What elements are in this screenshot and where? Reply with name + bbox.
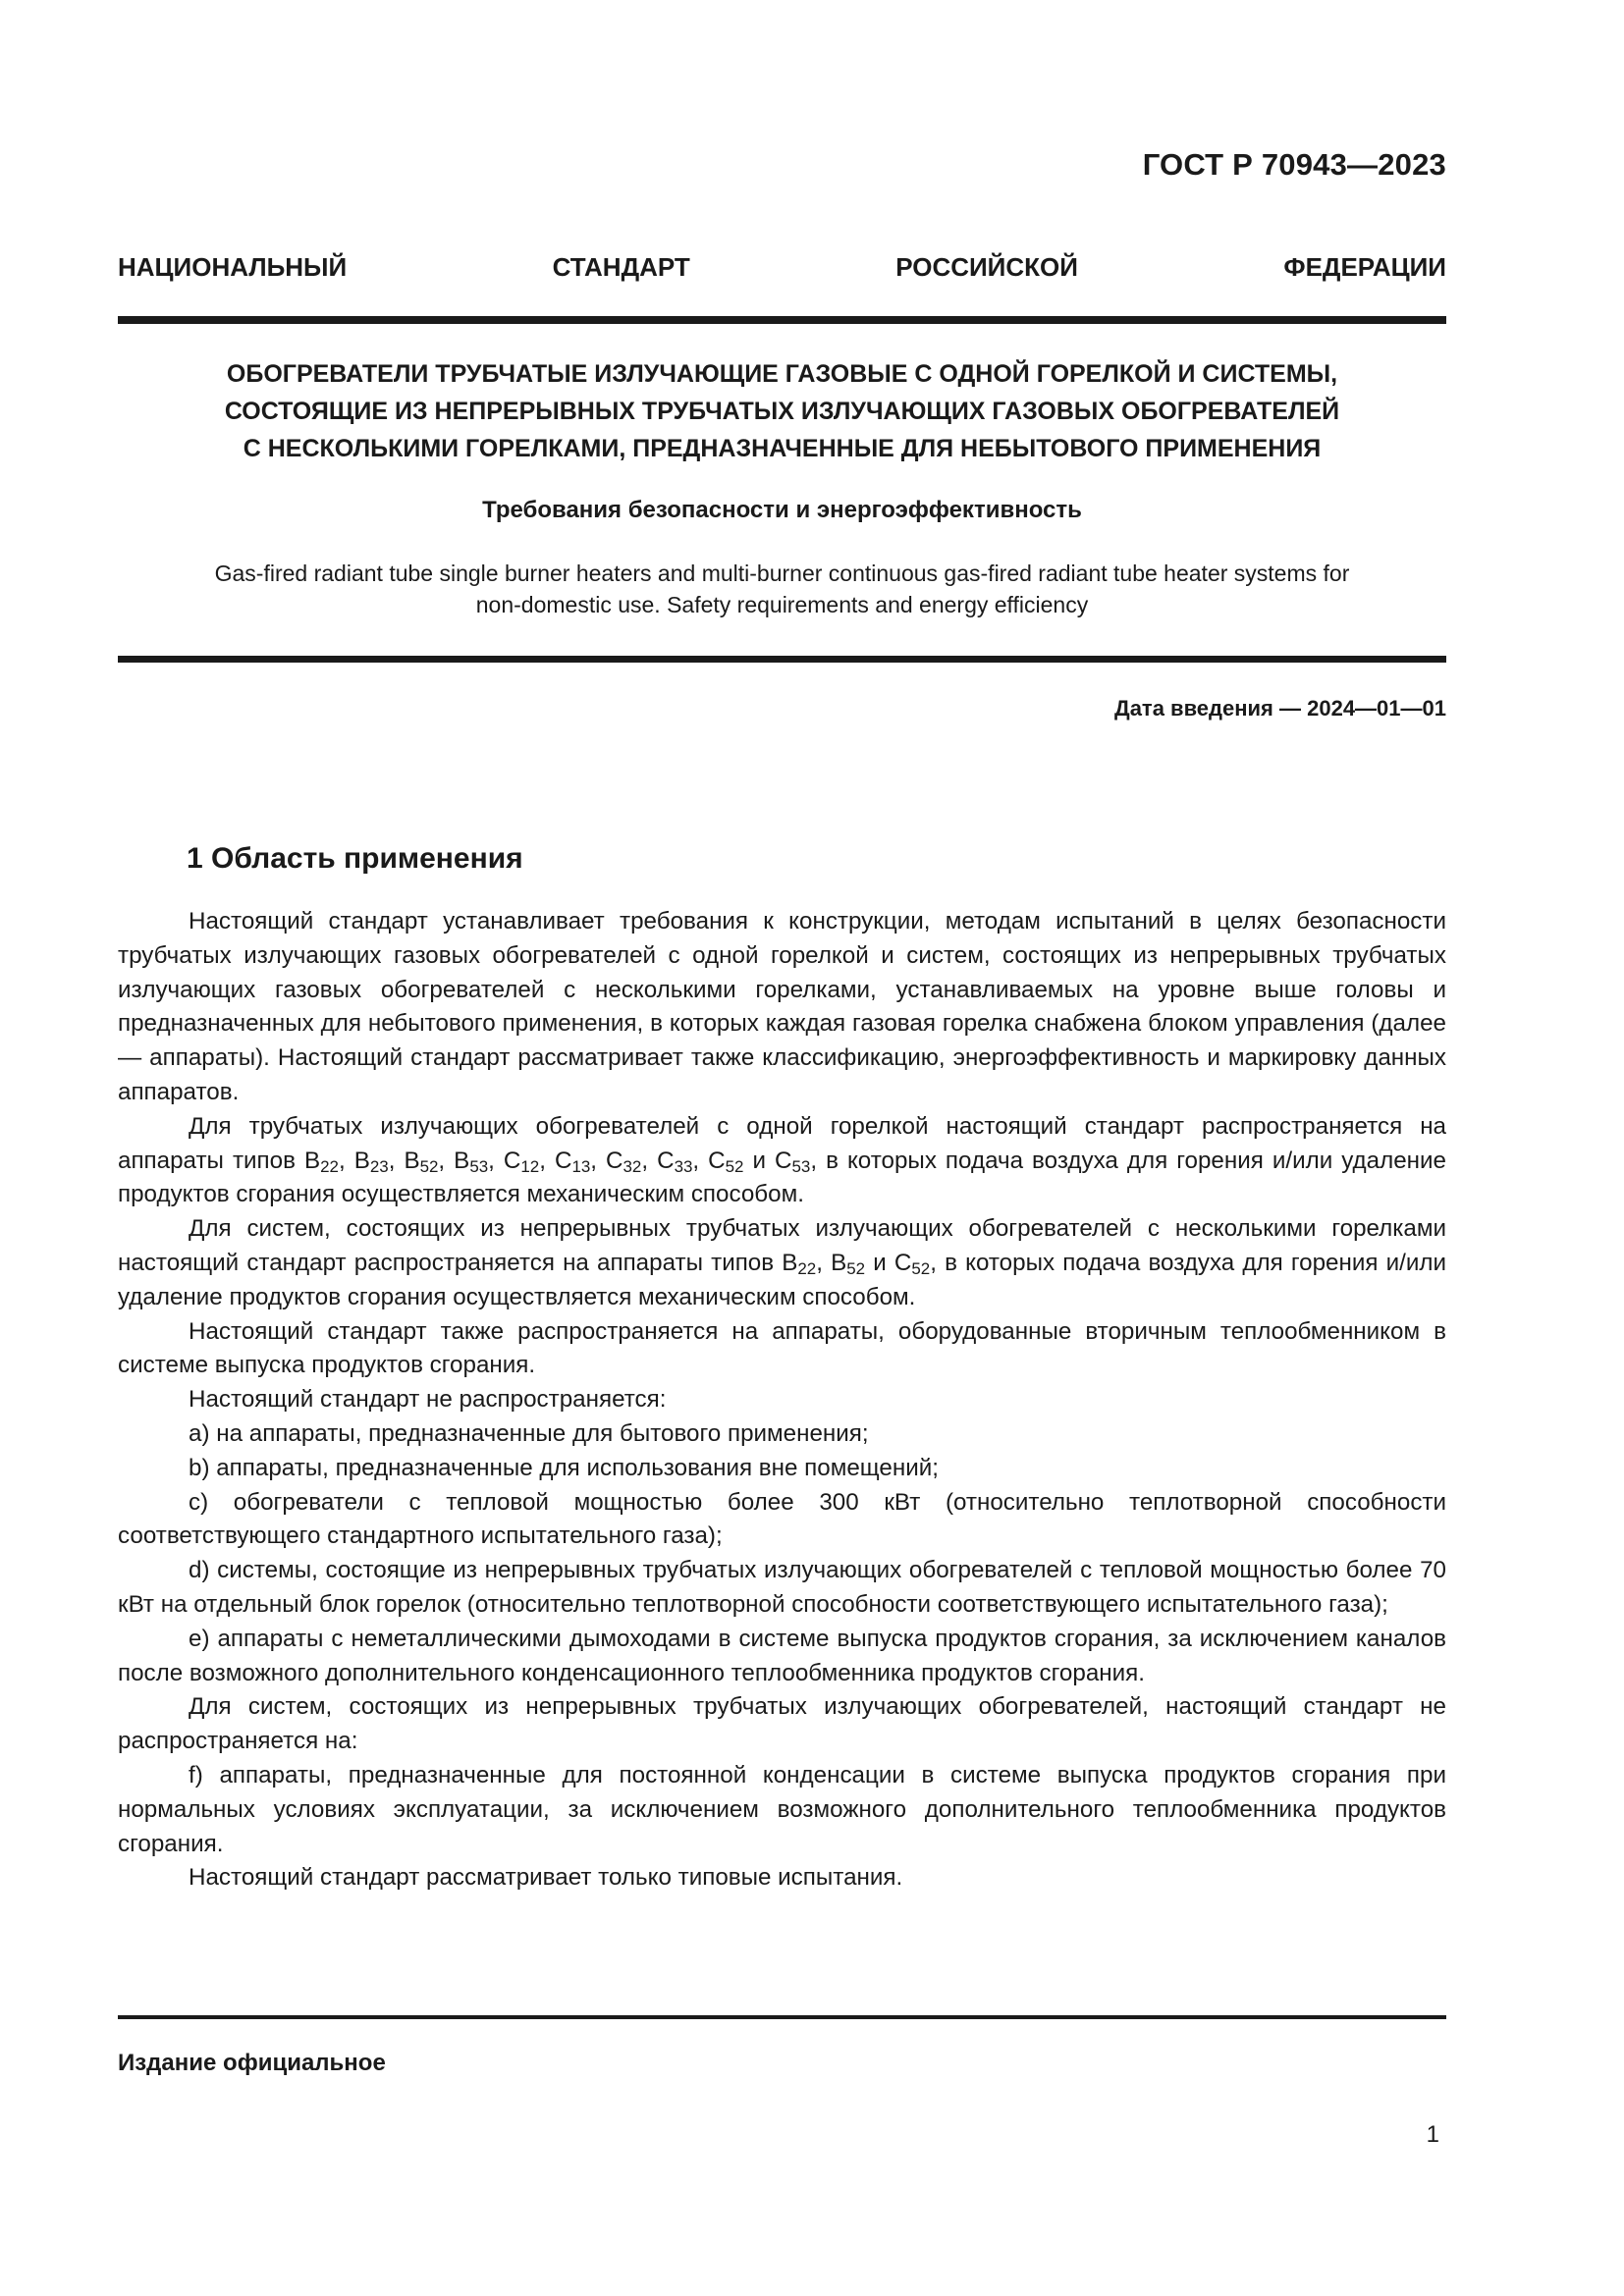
paragraph-types-single-burner bbox=[118, 1110, 1446, 1212]
paragraph-text: , в которых подача воздуха для горения и/или удаление продуктов сгорания осуществляется механическим способом. bbox=[118, 1249, 1446, 1310]
appliance-type-subscript: 32 bbox=[623, 1156, 642, 1176]
appliance-type-list bbox=[304, 1148, 810, 1174]
separator: , bbox=[816, 1249, 832, 1276]
title-bottom-rule bbox=[118, 656, 1446, 663]
appliance-type bbox=[504, 1148, 539, 1174]
appliance-type-letter: C bbox=[503, 1147, 521, 1174]
paragraph: Для систем, состоящих из непрерывных трубчатых излучающих обогревателей, настоящий стандарт не распространяется на: bbox=[118, 1693, 1446, 1755]
appliance-type-subscript: 53 bbox=[469, 1156, 489, 1176]
official-edition-label: Издание официальное bbox=[118, 2050, 386, 2076]
title-line-3: С НЕСКОЛЬКИМИ ГОРЕЛКАМИ, ПРЕДНАЗНАЧЕННЫЕ ДЛЯ НЕБЫТОВОГО ПРИМЕНЕНИЯ bbox=[243, 435, 1322, 462]
appliance-type-subscript: 52 bbox=[725, 1156, 744, 1176]
appliance-type-letter: B bbox=[782, 1249, 798, 1276]
appliance-type-subscript: 22 bbox=[797, 1259, 817, 1279]
appliance-type bbox=[893, 1249, 931, 1279]
footer-rule bbox=[118, 2015, 1446, 2019]
document-title bbox=[118, 355, 1446, 467]
separator: , bbox=[641, 1147, 658, 1174]
title-line-1: ОБОГРЕВАТЕЛИ ТРУБЧАТЫЕ ИЗЛУЧАЮЩИЕ ГАЗОВЫЕ С ОДНОЙ ГОРЕЛКОЙ И СИСТЕМЫ, bbox=[226, 360, 1338, 388]
appliance-type-subscript: 13 bbox=[571, 1156, 591, 1176]
subtitle-english-line-1: Gas-fired radiant tube single burner heaters and multi-burner continuous gas-fired radiant tube heater systems for bbox=[214, 561, 1350, 586]
appliance-type-letter: B bbox=[404, 1147, 420, 1174]
national-standard-heading: НАЦИОНАЛЬНЫЙ СТАНДАРТ РОССИЙСКОЙ ФЕДЕРАЦИИ bbox=[118, 252, 1446, 282]
appliance-type-letter: C bbox=[708, 1147, 726, 1174]
appliance-type bbox=[831, 1249, 866, 1279]
appliance-type bbox=[404, 1148, 438, 1174]
list-item: b) аппараты, предназначенные для использования вне помещений; bbox=[189, 1454, 939, 1481]
standard-number: ГОСТ Р 70943—2023 bbox=[1142, 147, 1446, 182]
appliance-type bbox=[782, 1249, 817, 1279]
page-number: 1 bbox=[1426, 2121, 1439, 2148]
title-line-2: СОСТОЯЩИЕ ИЗ НЕПРЕРЫВНЫХ ТРУБЧАТЫХ ИЗЛУЧАЮЩИХ ГАЗОВЫХ ОБОГРЕВАТЕЛЕЙ bbox=[224, 398, 1340, 425]
list-item: d) системы, состоящие из непрерывных трубчатых излучающих обогревателей с тепловой мощностью более 70 кВт на отдельный блок горелок (относительно теплотворной способности соответствующего испытательного газа); bbox=[118, 1557, 1446, 1618]
section-heading: 1 Область применения bbox=[187, 842, 523, 875]
separator: , bbox=[438, 1147, 455, 1174]
appliance-type-letter: C bbox=[554, 1147, 572, 1174]
appliance-type bbox=[606, 1148, 641, 1174]
appliance-type bbox=[555, 1148, 590, 1174]
appliance-type bbox=[708, 1148, 743, 1174]
appliance-type-letter: B bbox=[454, 1147, 470, 1174]
separator: , bbox=[338, 1147, 354, 1174]
paragraph: Настоящий стандарт не распространяется: bbox=[189, 1386, 667, 1414]
appliance-type-letter: C bbox=[606, 1147, 623, 1174]
appliance-type-letter: B bbox=[303, 1147, 321, 1174]
paragraph-text: , в которых подача воздуха для горения и/или удаление продуктов сгорания осуществляется механическим способом. bbox=[118, 1147, 1446, 1208]
list-item: e) аппараты с неметаллическими дымоходами в системе выпуска продуктов сгорания, за исключением каналов после возможного дополнительного конденсационного теплообменника продуктов сгорания. bbox=[118, 1625, 1446, 1686]
section-body bbox=[118, 905, 1446, 1896]
appliance-type-subscript: 12 bbox=[520, 1156, 540, 1176]
paragraph-text: Для трубчатых излучающих обогревателей с одной горелкой настоящий стандарт распространяется на аппараты типов bbox=[118, 1112, 1446, 1174]
appliance-type bbox=[354, 1148, 389, 1174]
appliance-type-letter: B bbox=[353, 1147, 370, 1174]
paragraph: Настоящий стандарт рассматривает только типовые испытания. bbox=[189, 1864, 903, 1892]
appliance-type-subscript: 53 bbox=[791, 1156, 811, 1176]
separator: , bbox=[488, 1147, 504, 1174]
appliance-type bbox=[454, 1148, 488, 1174]
appliance-type-subscript: 23 bbox=[369, 1156, 389, 1176]
subtitle-russian: Требования безопасности и энергоэффективность bbox=[482, 497, 1082, 523]
paragraph: Настоящий стандарт также распространяется на аппараты, оборудованные вторичным теплообменником в системе выпуска продуктов сгорания. bbox=[118, 1317, 1446, 1379]
appliance-type-subscript: 52 bbox=[846, 1259, 866, 1279]
separator: и bbox=[743, 1147, 776, 1174]
appliance-type-letter: C bbox=[657, 1147, 675, 1174]
introduction-date: Дата введения — 2024—01—01 bbox=[1114, 696, 1446, 721]
list-item: a) на аппараты, предназначенные для бытового применения; bbox=[189, 1419, 869, 1447]
appliance-type-subscript: 52 bbox=[419, 1156, 439, 1176]
appliance-type-subscript: 52 bbox=[911, 1259, 931, 1279]
subtitle-english-line-2: non-domestic use. Safety requirements and energy efficiency bbox=[475, 592, 1089, 617]
paragraph-types-multi-burner bbox=[118, 1212, 1446, 1314]
appliance-type bbox=[657, 1148, 692, 1174]
appliance-type bbox=[775, 1148, 810, 1174]
paragraph: Настоящий стандарт устанавливает требования к конструкции, методам испытаний в целях безопасности трубчатых излучающих газовых обогревателей с одной горелкой и систем, состоящих из непрерывных трубчатых излучающих газовых обогревателей с несколькими горелками, устанавливаемых на уровне выше головы и предназначенных для небытового применения, в которых каждая газовая горелка снабжена блоком управления (далее — аппараты). Настоящий стандарт рассматривает также классификацию, энергоэффективность и маркировку данных аппаратов. bbox=[118, 908, 1446, 1105]
appliance-type-subscript: 22 bbox=[320, 1156, 339, 1176]
paragraph-text: Для систем, состоящих из непрерывных трубчатых излучающих обогревателей с несколькими горелками настоящий стандарт распространяется на аппараты типов bbox=[118, 1215, 1446, 1276]
separator: , bbox=[590, 1147, 607, 1174]
top-rule bbox=[118, 316, 1446, 324]
separator: и bbox=[865, 1249, 894, 1276]
separator: , bbox=[539, 1147, 555, 1174]
appliance-type-letter: C bbox=[775, 1147, 792, 1174]
appliance-type-list bbox=[782, 1249, 931, 1279]
separator: , bbox=[388, 1147, 405, 1174]
appliance-type bbox=[304, 1148, 339, 1174]
list-item: c) обогреватели с тепловой мощностью более 300 кВт (относительно теплотворной способности соответствующего стандартного испытательного газа); bbox=[118, 1488, 1446, 1550]
subtitle-english bbox=[118, 558, 1446, 620]
appliance-type-letter: B bbox=[831, 1249, 847, 1276]
separator: , bbox=[692, 1147, 709, 1174]
appliance-type-letter: C bbox=[893, 1249, 912, 1276]
list-item: f) аппараты, предназначенные для постоянной конденсации в системе выпуска продуктов сгорания при нормальных условиях эксплуатации, за исключением возможного дополнительного теплообменника продуктов сгорания. bbox=[118, 1761, 1446, 1857]
appliance-type-subscript: 33 bbox=[674, 1156, 693, 1176]
